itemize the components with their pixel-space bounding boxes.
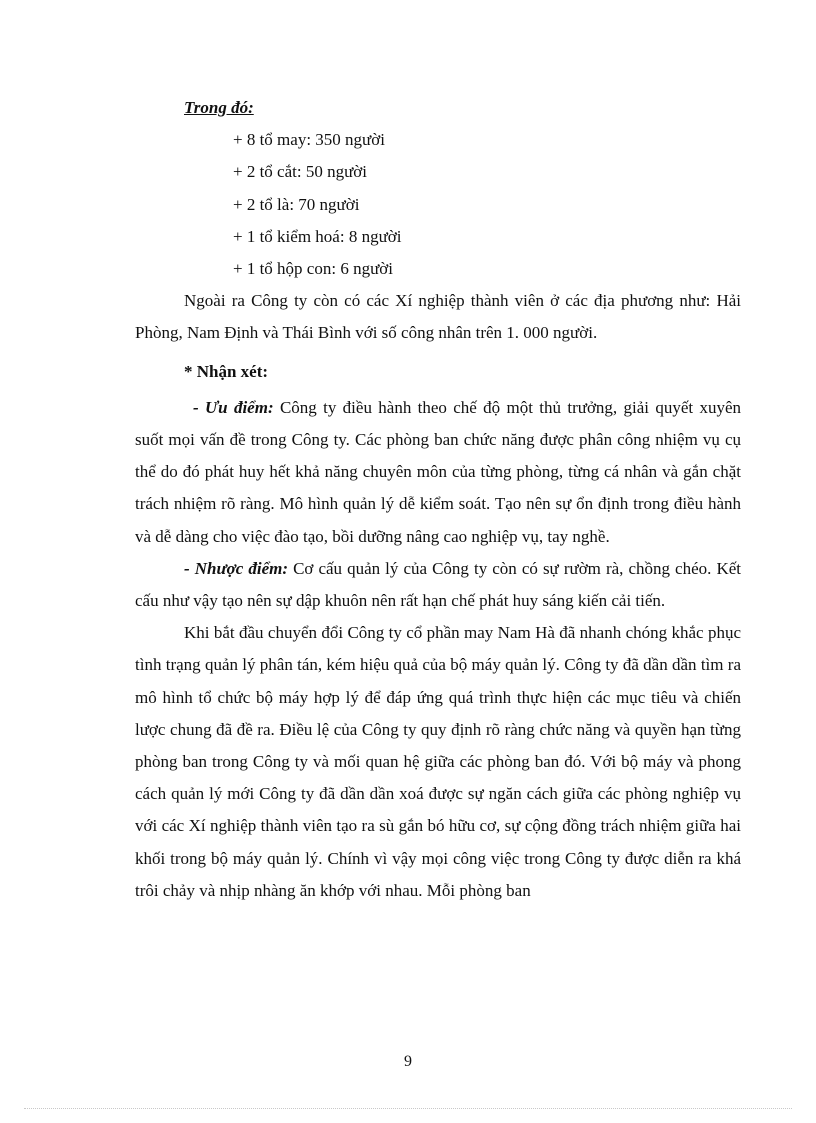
remarks-heading: * Nhận xét:	[184, 361, 269, 381]
footer-divider	[24, 1108, 792, 1109]
branches-paragraph: Ngoài ra Công ty còn có các Xí nghiệp thành viên ở các địa phương như: Hải Phòng, Nam Định và Thái Bình với số công nhân trên 1. 000 người.	[135, 291, 741, 343]
advantage-label: - Ưu điểm:	[193, 397, 274, 417]
transition-paragraph: Khi bắt đầu chuyển đổi Công ty cổ phần may Nam Hà đã nhanh chóng khắc phục tình trạng quản lý phân tán, kém hiệu quả của bộ máy quản lý. Công ty đã dần dần tìm ra mô hình tổ chức bộ máy hợp lý để đáp ứng quá trình thực hiện các mục tiêu và chiến lược chung đã đề ra. Điều lệ của Công ty quy định rõ ràng chức năng và quyền hạn từng phòng ban trong Công ty và mối quan hệ giữa các phòng ban đó. Với bộ máy và phong cách quản lý mới Công ty đã dần dần xoá được sự ngăn cách giữa các phòng nghiệp vụ với các Xí nghiệp thành viên tạo ra sù gắn bó hữu cơ, sự cộng đồng trách nhiệm giữa hai khối trong bộ máy quản lý. Chính vì vậy mọi công việc trong Công ty được diễn ra khá trôi chảy và nhịp nhàng ăn khớp với nhau. Mỗi phòng ban	[135, 623, 741, 900]
page-body	[135, 92, 741, 907]
list-item: + 2 tổ cắt: 50 người	[233, 162, 368, 182]
advantage-text: Công ty điều hành theo chế độ một thủ trưởng, giải quyết xuyên suốt mọi vấn đề trong Công ty. Các phòng ban chức năng được phân công nhiệm vụ cụ thể do đó phát huy hết khả năng chuyên môn của từng phòng, từng cá nhân và gắn chặt trách nhiệm rõ ràng. Mô hình quản lý dễ kiểm soát. Tạo nên sự ổn định trong điều hành và dễ dàng cho việc đào tạo, bồi dưỡng nâng cao nghiệp vụ, tay nghề.	[135, 397, 741, 546]
list-item: + 1 tổ kiểm hoá: 8 người	[233, 226, 402, 246]
disadvantage-text: Cơ cấu quản lý của Công ty còn có sự rườm rà, chồng chéo. Kết cấu như vậy tạo nên sự dập khuôn nên rất hạn chế phát huy sáng kiến cải tiến.	[135, 558, 741, 611]
staff-list	[135, 124, 741, 285]
list-item: + 2 tổ là: 70 người	[233, 194, 360, 214]
list-item: + 8 tổ may: 350 người	[233, 130, 385, 150]
advantage-paragraph	[135, 392, 741, 553]
page-number: 9	[404, 1053, 412, 1070]
list-item: + 1 tổ hộp con: 6 người	[233, 259, 394, 279]
section-heading: Trong đó:	[184, 98, 254, 117]
disadvantage-label: - Nhược điểm:	[184, 558, 288, 578]
disadvantage-paragraph	[135, 553, 741, 617]
